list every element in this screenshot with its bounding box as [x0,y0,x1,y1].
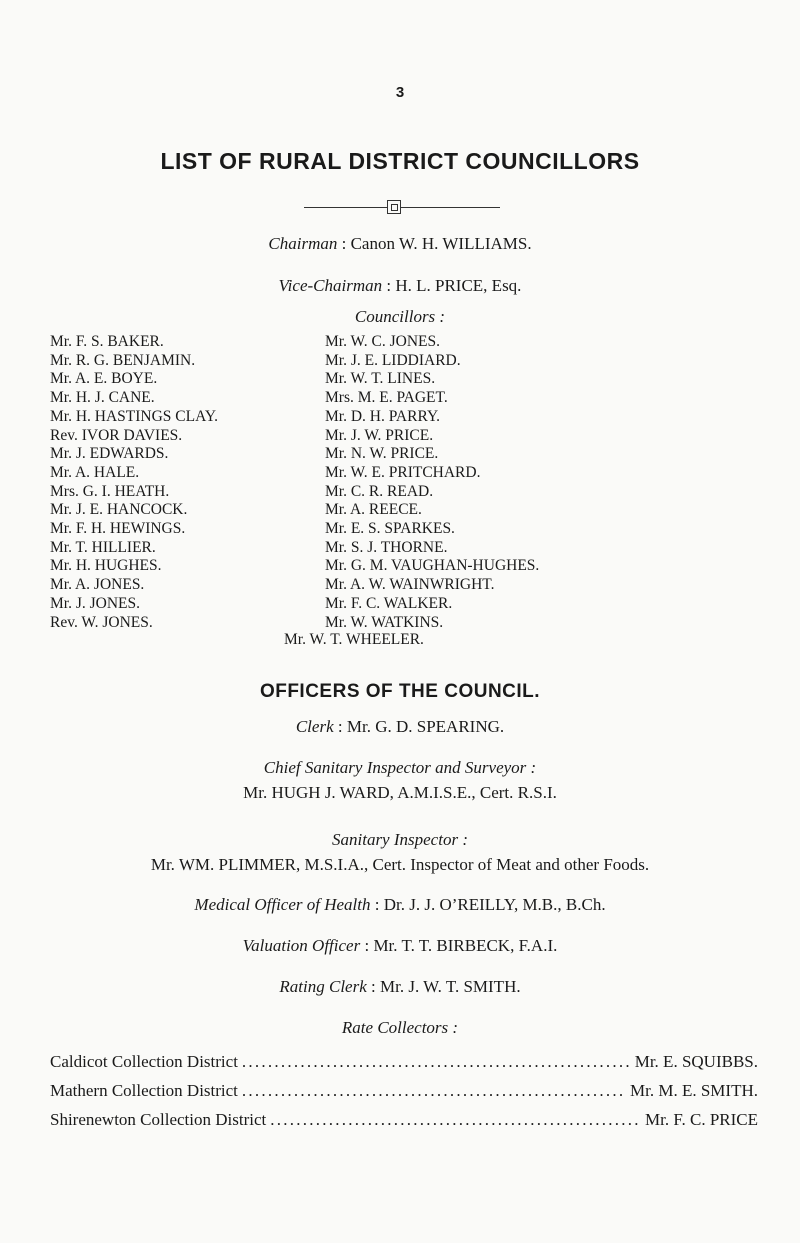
sanitary-label: Sanitary Inspector : [332,830,468,849]
councillors-heading: Councillors : [354,307,446,326]
councillor-name: Mr. A. HALE. [50,463,140,481]
chief-sanitary-name: Mr. HUGH J. WARD, A.M.I.S.E., Cert. R.S.I. [243,783,557,802]
sanitary-name: Mr. WM. PLIMMER, M.S.I.A., Cert. Inspector of Meat and other Foods. [150,855,650,874]
page-number: 3 [395,84,405,101]
councillor-name: Mr. F. C. WALKER. [325,594,453,612]
councillor-name: Mr. F. S. BAKER. [50,333,164,350]
chairman-label: Chairman [268,234,338,253]
councillor-name: Rev. IVOR DAVIES. [50,426,183,444]
medical-officer-line: Medical Officer of Health : Dr. J. J. O’REILLY, M.B., B.Ch. [194,895,606,914]
collector-name: Mr. M. E. SMITH. [630,1081,758,1100]
vice-chairman-label: Vice-Chairman [278,276,383,295]
councillor-name: Mr. H. J. CANE. [50,389,155,407]
collector-name: Mr. E. SQUIBBS. [634,1052,758,1071]
clerk-label: Clerk [295,717,334,736]
councillor-name: Mr. H. HUGHES. [50,557,162,575]
councillor-name: Mr. A. W. WAINWRIGHT. [325,576,495,594]
rate-collector-row [50,1052,758,1072]
collection-district: Caldicot Collection District [50,1052,238,1071]
councillor-name: Mr. A. JONES. [50,576,145,594]
officers-heading: OFFICERS OF THE COUNCIL. [259,681,541,702]
councillor-name: Mr. N. W. PRICE. [325,445,439,463]
councillor-name: Mr. J. E. LIDDIARD. [325,351,461,369]
medical-officer-label: Medical Officer of Health [194,895,371,914]
chief-sanitary-label: Chief Sanitary Inspector and Surveyor : [263,758,537,777]
rate-collector-row [50,1081,758,1101]
collection-district: Mathern Collection District [50,1081,238,1100]
councillor-name: Mr. D. H. PARRY. [325,407,441,425]
councillor-name: Mr. J. W. PRICE. [325,426,434,444]
councillor-name: Mr. J. JONES. [50,594,141,612]
councillors-right-column [325,333,539,632]
councillor-name: Mr. W. E. PRITCHARD. [325,463,481,481]
councillors-left-column [50,333,218,632]
vice-chairman-name: H. L. PRICE, Esq. [395,276,522,295]
valuation-officer-label: Valuation Officer [242,936,361,955]
councillor-name: Rev. W. JONES. [50,613,153,631]
councillor-name: Mr. H. HASTINGS CLAY. [50,407,218,425]
leader-dots [270,1110,641,1130]
rate-collectors-heading: Rate Collectors : [341,1018,459,1037]
councillor-name: Mr. R. G. BENJAMIN. [50,351,196,369]
councillor-name: Mr. E. S. SPARKES. [325,520,455,538]
councillor-name: Mrs. G. I. HEATH. [50,482,170,500]
councillor-name: Mr. T. HILLIER. [50,538,156,556]
councillor-name: Mr. F. H. HEWINGS. [50,520,186,538]
chairman-name: Canon W. H. WILLIAMS. [350,234,532,253]
councillor-name: Mr. J. E. HANCOCK. [50,501,188,519]
leader-dots [242,1052,631,1072]
collection-district: Shirenewton Collection District [50,1110,267,1129]
divider-ornament-icon [387,200,401,214]
valuation-officer-name: Mr. T. T. BIRBECK, F.A.I. [373,936,558,955]
councillor-name: Mr. W. T. LINES. [325,370,436,388]
councillor-name: Mr. J. EDWARDS. [50,445,169,463]
councillor-name: Mr. G. M. VAUGHAN-HUGHES. [325,557,540,575]
vice-chairman-line: Vice-Chairman : H. L. PRICE, Esq. [278,276,522,295]
councillor-name: Mr. C. R. READ. [325,482,434,500]
rate-collector-row [50,1110,758,1130]
collector-name: Mr. F. C. PRICE [645,1110,758,1129]
rating-clerk-line: Rating Clerk : Mr. J. W. T. SMITH. [279,977,521,996]
ornamental-divider [304,207,500,208]
chairman-line: Chairman : Canon W. H. WILLIAMS. [268,234,532,253]
medical-officer-name: Dr. J. J. O’REILLY, M.B., B.Ch. [383,895,606,914]
valuation-officer-line: Valuation Officer : Mr. T. T. BIRBECK, F.A.I. [242,936,558,955]
leader-dots [242,1081,626,1101]
councillor-name: Mr. A. REECE. [325,501,422,519]
page-title: LIST OF RURAL DISTRICT COUNCILLORS [160,148,640,174]
councillor-name: Mr. W. C. JONES. [325,333,440,350]
councillor-name: Mrs. M. E. PAGET. [325,389,448,407]
clerk-line: Clerk : Mr. G. D. SPEARING. [295,717,505,736]
rating-clerk-label: Rating Clerk [279,977,367,996]
councillor-name: Mr. W. T. WHEELER. [284,631,424,648]
clerk-name: Mr. G. D. SPEARING. [346,717,505,736]
councillor-name: Mr. A. E. BOYE. [50,370,158,388]
rating-clerk-name: Mr. J. W. T. SMITH. [380,977,521,996]
councillor-name: Mr. W. WATKINS. [325,613,444,631]
councillor-name: Mr. S. J. THORNE. [325,538,448,556]
